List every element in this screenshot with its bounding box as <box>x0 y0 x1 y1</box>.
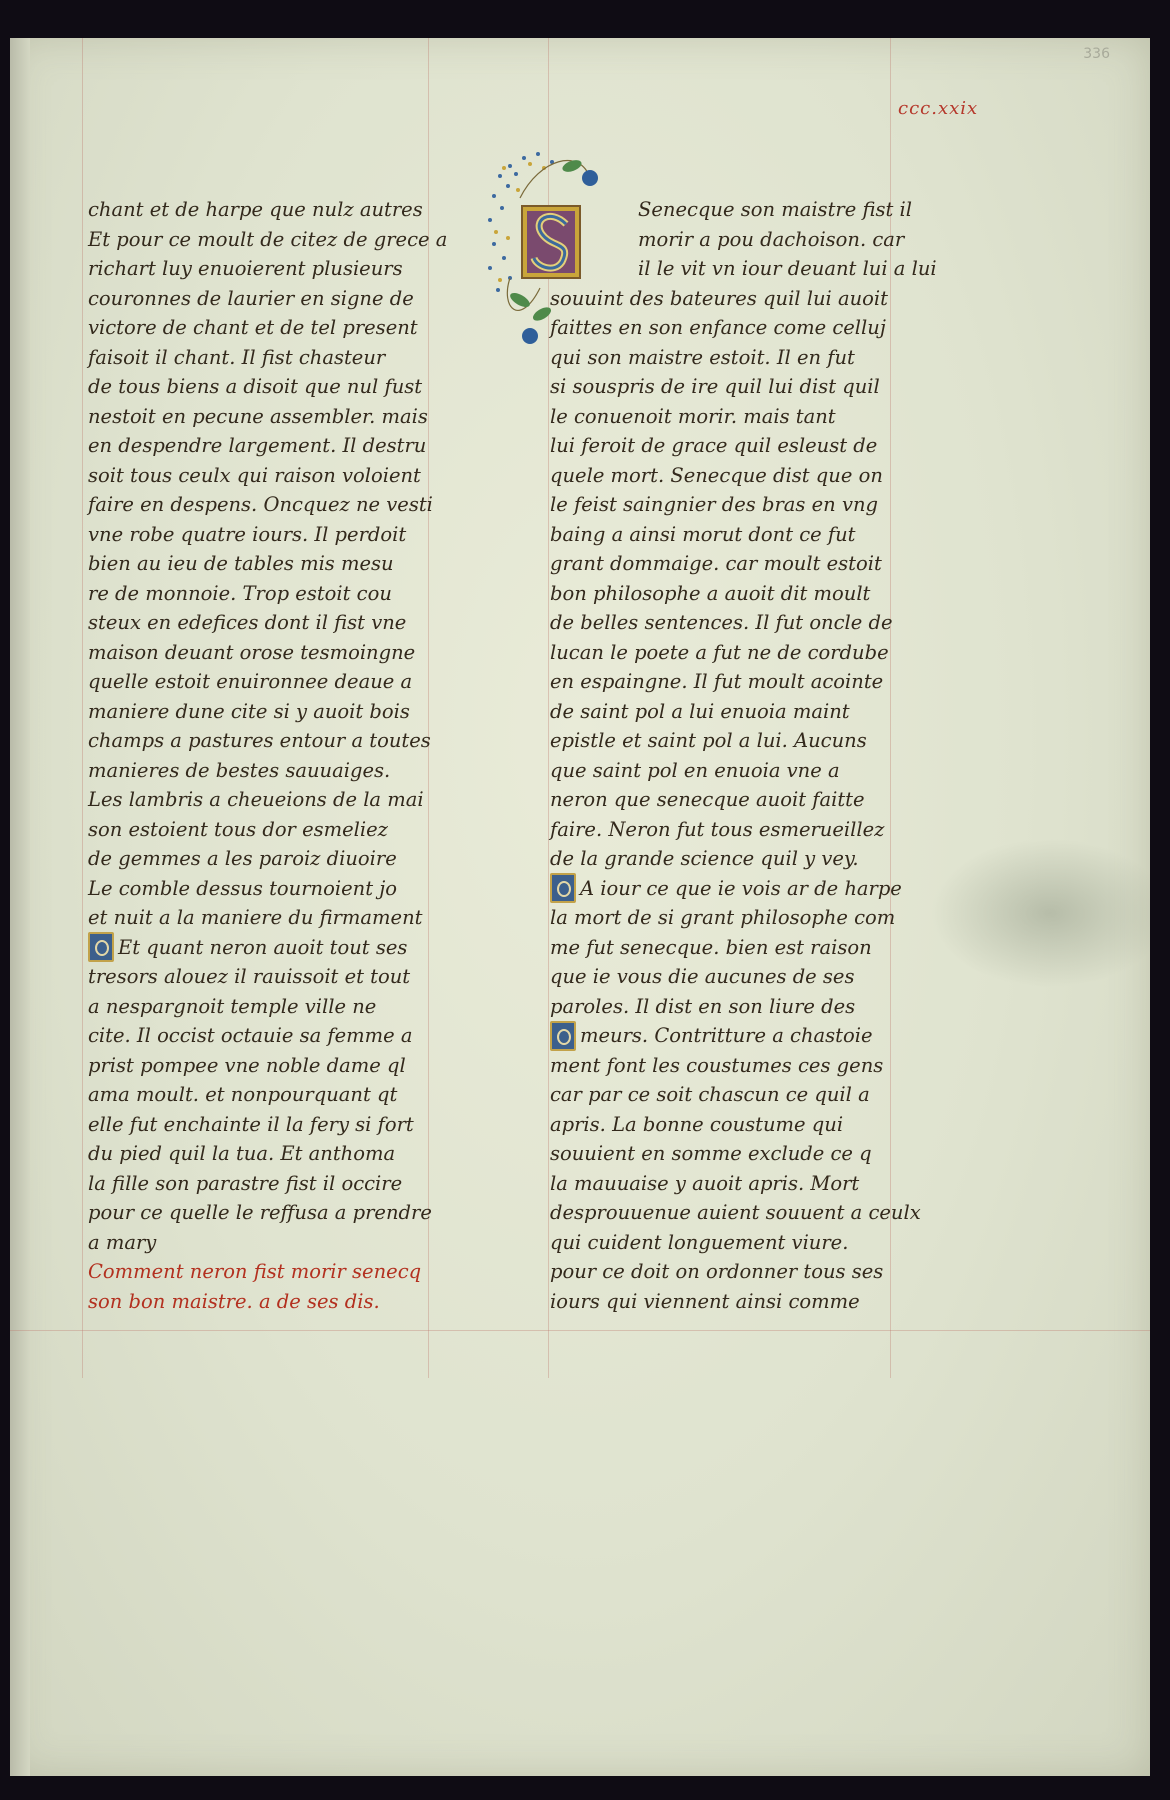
line-text: neron que senecque auoit faitte <box>550 787 865 811</box>
right-text-line <box>550 578 870 608</box>
line-text: en despendre largement. Il destru <box>88 433 427 457</box>
left-text-line <box>88 519 406 549</box>
line-text: en espaingne. Il fut moult acointe <box>550 669 884 693</box>
right-text-line <box>550 1286 860 1316</box>
line-text: quele mort. Senecque dist que on <box>550 463 883 487</box>
line-text: maison deuant orose tesmoingne <box>88 640 416 664</box>
left-text-line <box>88 725 431 755</box>
line-text: epistle et saint pol a lui. Aucuns <box>550 728 867 752</box>
right-text-line <box>550 725 867 755</box>
right-text-line <box>550 755 840 785</box>
left-text-line <box>88 430 426 460</box>
right-text-line <box>550 342 855 372</box>
left-text-line <box>88 755 390 785</box>
left-text-line <box>88 548 394 578</box>
right-text-line <box>550 814 884 844</box>
left-text-line <box>88 194 423 224</box>
line-text: chant et de harpe que nulz autres <box>88 197 423 221</box>
line-text: faisoit il chant. Il fist chasteur <box>88 345 386 369</box>
line-text: qui son maistre estoit. Il en fut <box>550 345 855 369</box>
right-text-line <box>550 283 888 313</box>
line-text: victore de chant et de tel present <box>88 315 418 339</box>
line-text: cite. Il occist octauie sa femme a <box>88 1023 413 1047</box>
line-text: manieres de bestes sauuaiges. <box>88 758 391 782</box>
left-text-line <box>88 1197 432 1227</box>
pencil-page-number: 336 <box>1083 46 1110 62</box>
line-text: maniere dune cite si y auoit bois <box>88 699 410 723</box>
left-text-line <box>88 902 422 932</box>
line-text: tresors alouez il rauissoit et tout <box>88 964 411 988</box>
line-text: du pied quil la tua. Et anthoma <box>88 1141 396 1165</box>
line-text: elle fut enchainte il la fery si fort <box>88 1112 414 1136</box>
line-text: prist pompee vne noble dame ql <box>88 1053 406 1077</box>
line-text: bon philosophe a auoit dit moult <box>550 581 871 605</box>
right-text-line <box>550 902 895 932</box>
right-text-line <box>550 991 855 1021</box>
right-text-line <box>550 312 886 342</box>
left-text-line <box>88 814 388 844</box>
line-text: la fille son parastre fist il occire <box>88 1171 403 1195</box>
left-text-line <box>88 1168 402 1198</box>
line-text: a mary <box>88 1230 157 1254</box>
line-text: re de monnoie. Trop estoit cou <box>88 581 392 605</box>
line-text: ama moult. et nonpourquant qt <box>88 1082 398 1106</box>
right-text-line <box>550 1079 870 1109</box>
left-text-line <box>88 637 415 667</box>
line-text: vne robe quatre iours. Il perdoit <box>88 522 407 546</box>
line-text: champs a pastures entour a toutes <box>88 728 431 752</box>
line-text: lui feroit de grace quil esleust de <box>550 433 878 457</box>
line-text: couronnes de laurier en signe de <box>88 286 414 310</box>
line-text: de gemmes a les paroiz diuoire <box>88 846 397 870</box>
line-text: son estoient tous dor esmeliez <box>88 817 388 841</box>
left-text-line <box>88 1286 380 1316</box>
left-text-line <box>88 1256 421 1286</box>
left-text-line <box>88 460 421 490</box>
right-text-line <box>550 607 893 637</box>
left-text-line <box>88 991 376 1021</box>
line-text: grant dommaige. car moult estoit <box>550 551 882 575</box>
line-text: si souspris de ire quil lui dist quil <box>550 374 880 398</box>
line-text: la mort de si grant philosophe com <box>550 905 896 929</box>
left-text-line <box>88 578 392 608</box>
left-text-line <box>88 666 412 696</box>
line-text: A iour ce que ie vois ar de harpe <box>580 876 902 900</box>
line-text: le feist saingnier des bras en vng <box>550 492 878 516</box>
left-text-line <box>88 253 403 283</box>
line-text: la mauuaise y auoit apris. Mort <box>550 1171 860 1195</box>
line-text: de saint pol a lui enuoia maint <box>550 699 850 723</box>
right-text-line <box>550 1050 883 1080</box>
left-text-line <box>88 401 428 431</box>
left-text-line <box>88 843 397 873</box>
line-text: souuient en somme exclude ce q <box>550 1141 872 1165</box>
left-text-line <box>88 1109 414 1139</box>
right-text-line <box>550 548 882 578</box>
line-text: pour ce doit on ordonner tous ses <box>550 1259 884 1283</box>
right-text-line <box>550 843 859 873</box>
line-text: meurs. Contritture a chastoie <box>580 1023 873 1047</box>
right-text-line <box>550 401 836 431</box>
left-text-line <box>88 342 385 372</box>
line-text: desprouuenue auient souuent a ceulx <box>550 1200 921 1224</box>
line-text: a nespargnoit temple ville ne <box>88 994 377 1018</box>
line-text: quelle estoit enuironnee deaue a <box>88 669 413 693</box>
left-text-line <box>88 932 407 962</box>
gilded-initial-icon <box>88 932 114 962</box>
line-text: faire. Neron fut tous esmerueillez <box>550 817 885 841</box>
right-text-line <box>550 371 880 401</box>
line-text: apris. La bonne coustume qui <box>550 1112 844 1136</box>
line-text: Et pour ce moult de citez de grece a <box>88 227 448 251</box>
line-text: son bon maistre. a de ses dis. <box>88 1289 380 1313</box>
right-text-line <box>550 666 883 696</box>
line-text: lucan le poete a fut ne de cordube <box>550 640 889 664</box>
right-text-line <box>550 489 878 519</box>
right-text-line <box>550 519 856 549</box>
left-text-line <box>88 283 414 313</box>
left-text-line <box>88 784 424 814</box>
line-text: que saint pol en enuoia vne a <box>550 758 840 782</box>
line-text: il le vit vn iour deuant lui a lui <box>638 256 937 280</box>
line-text: faire en despens. Oncquez ne vesti <box>88 492 433 516</box>
gilded-initial-icon <box>550 873 576 903</box>
right-text-line <box>638 194 912 224</box>
manuscript-folio <box>10 38 1150 1776</box>
gilded-initial-icon <box>550 1021 576 1051</box>
right-text-line <box>550 430 877 460</box>
right-text-line <box>550 1197 921 1227</box>
line-text: car par ce soit chascun ce quil a <box>550 1082 870 1106</box>
line-text: que ie vous die aucunes de ses <box>550 964 855 988</box>
line-text: baing a ainsi morut dont ce fut <box>550 522 856 546</box>
right-text-line <box>638 224 904 254</box>
line-text: paroles. Il dist en son liure des <box>550 994 856 1018</box>
right-text-line <box>550 932 872 962</box>
line-text: nestoit en pecune assembler. mais <box>88 404 428 428</box>
left-text-line <box>88 961 410 991</box>
line-text: Et quant neron auoit tout ses <box>118 935 408 959</box>
right-text-line <box>550 1168 859 1198</box>
line-text: et nuit a la maniere du firmament <box>88 905 423 929</box>
right-text-line <box>550 1020 873 1050</box>
left-text-line <box>88 1227 156 1257</box>
line-text: soit tous ceulx qui raison voloient <box>88 463 421 487</box>
left-text-line <box>88 1020 413 1050</box>
line-text: de tous biens a disoit que nul fust <box>88 374 423 398</box>
line-text: souuint des bateures quil lui auoit <box>550 286 888 310</box>
left-text-line <box>88 489 433 519</box>
right-text-line <box>550 961 854 991</box>
line-text: me fut senecque. bien est raison <box>550 935 872 959</box>
right-text-line <box>550 1109 843 1139</box>
line-text: steux en edefices dont il fist vne <box>88 610 407 634</box>
line-text: le conuenoit morir. mais tant <box>550 404 836 428</box>
right-text-line <box>550 1256 883 1286</box>
line-text: de belles sentences. Il fut oncle de <box>550 610 893 634</box>
line-text: ment font les coustumes ces gens <box>550 1053 884 1077</box>
right-text-line <box>550 637 889 667</box>
left-text-line <box>88 607 406 637</box>
line-text: bien au ieu de tables mis mesu <box>88 551 394 575</box>
line-text: richart luy enuoierent plusieurs <box>88 256 403 280</box>
right-text-line <box>638 253 937 283</box>
parchment-stain <box>930 838 1150 988</box>
line-text: Comment neron fist morir senecq <box>88 1259 422 1283</box>
folio-number: ccc.xxix <box>898 98 979 119</box>
right-text-line <box>550 696 850 726</box>
line-text: Le comble dessus tournoient jo <box>88 876 398 900</box>
right-text-line <box>550 784 865 814</box>
ruling-line <box>82 38 83 1378</box>
line-text: de la grande science quil y vey. <box>550 846 859 870</box>
binding-gutter <box>10 38 30 1776</box>
left-text-line <box>88 1050 406 1080</box>
line-text: Senecque son maistre fist il <box>638 197 912 221</box>
line-text: faittes en son enfance come celluj <box>550 315 886 339</box>
left-text-line <box>88 224 447 254</box>
ruling-line <box>10 1330 1150 1331</box>
line-text: qui cuident longuement viure. <box>550 1230 849 1254</box>
line-text: Les lambris a cheueions de la mai <box>88 787 424 811</box>
right-text-line <box>550 460 883 490</box>
left-text-line <box>88 371 422 401</box>
right-text-line <box>550 1227 848 1257</box>
left-text-line <box>88 1138 395 1168</box>
right-text-line <box>550 1138 872 1168</box>
line-text: iours qui viennent ainsi comme <box>550 1289 860 1313</box>
right-text-line <box>550 873 902 903</box>
left-text-line <box>88 696 410 726</box>
left-text-line <box>88 1079 397 1109</box>
line-text: morir a pou dachoison. car <box>638 227 905 251</box>
left-text-line <box>88 873 397 903</box>
left-text-line <box>88 312 418 342</box>
line-text: pour ce quelle le reffusa a prendre <box>88 1200 432 1224</box>
